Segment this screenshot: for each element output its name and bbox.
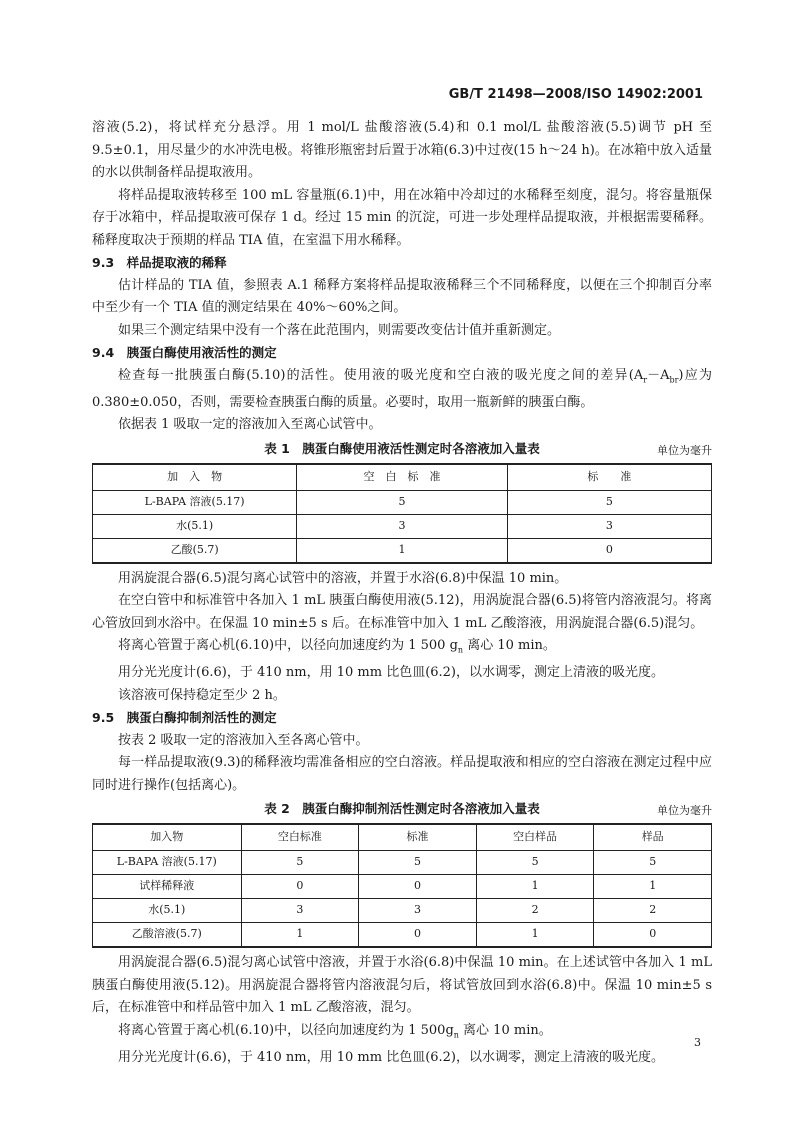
table-cell: 乙酸溶液(5.7) <box>93 923 242 948</box>
table-cell: 1 <box>297 538 507 563</box>
table-cell: 0 <box>594 923 712 948</box>
paragraph: 将样品提取液转移至 100 mL 容量瓶(6.1)中，用在冰箱中冷却过的水稀释至刻度，混匀。将容量瓶保存于冰箱中，样品提取液可保存 1 d。经过 15 min 的沉淀，可进一步处理样品提取液，并根据需要稀释。稀释度取决于预期的样品 TIA 值，在室温下用水稀释。 <box>92 187 712 248</box>
table-cell: 2 <box>476 899 594 923</box>
section-heading-9-3: 9.3 样品提取液的稀释 <box>92 255 227 270</box>
text-run: 将离心管置于离心机(6.10)中，以径向加速度约为 1 500g <box>118 1022 454 1038</box>
text-run: )应为 0.380±0.050，否则，需要检查胰蛋白酶的质量。必要时，取用一瓶新鲜的胰蛋白酶。 <box>92 367 712 410</box>
table-header-cell: 标准 <box>359 824 477 851</box>
paragraph: 用涡旋混合器(6.5)混匀离心试管中的溶液，并置于水浴(6.8)中保温 10 min。 <box>118 570 568 586</box>
table-header-row <box>93 464 712 491</box>
subscript: r <box>643 375 648 385</box>
table-cell: 1 <box>241 923 359 948</box>
paragraph: 用分光光度计(6.6)，于 410 nm，用 10 mm 比色皿(6.2)，以水调零，测定上清液的吸光度。 <box>118 665 665 681</box>
text-run: 离心 10 min。 <box>458 1022 552 1038</box>
table-header-cell: 空白标准 <box>241 824 359 851</box>
table1 <box>92 463 712 564</box>
table-cell: 5 <box>594 851 712 875</box>
table-cell: 5 <box>476 851 594 875</box>
table-cell: 5 <box>359 851 477 875</box>
text-run: 离心 10 min。 <box>463 638 556 654</box>
table2 <box>92 823 712 948</box>
table-row <box>93 851 712 875</box>
table-cell: 1 <box>594 875 712 899</box>
paragraph: 如果三个测定结果中没有一个落在此范围内，则需要改变估计值并重新测定。 <box>118 322 561 338</box>
table-cell: 水(5.1) <box>93 899 242 923</box>
section-heading-9-4: 9.4 胰蛋白酶使用液活性的测定 <box>92 345 277 360</box>
table-row <box>93 514 712 538</box>
table-row <box>93 538 712 563</box>
paragraph: 按表 2 吸取一定的溶液加入至各离心管中。 <box>118 732 369 748</box>
subscript: br <box>669 375 679 385</box>
table-row <box>93 490 712 514</box>
table-header-cell: 样品 <box>594 824 712 851</box>
subscript: n <box>457 645 464 655</box>
paragraph: 溶液(5.2)，将试样充分悬浮。用 1 mol/L 盐酸溶液(5.4)和 0.1 mol/L 盐酸溶液(5.5)调节 pH 至 9.5±0.1，用尽量少的水冲洗电极。将锥形瓶密封后置于冰箱(6.3)中过夜(15 h～24 h)。在冰箱中放入适量的水以供制备样品提取液用。 <box>92 120 712 180</box>
text-run: 将离心管置于离心机(6.10)中，以径向加速度约为 1 500 g <box>118 638 458 654</box>
table2-caption-row <box>92 797 712 821</box>
document-body <box>92 117 712 1069</box>
table-row <box>93 899 712 923</box>
table-header-cell: 加 入 物 <box>93 464 297 491</box>
text-run: －A <box>647 367 670 383</box>
table-row <box>93 923 712 948</box>
table-row <box>93 875 712 899</box>
table-header-cell: 加入物 <box>93 824 242 851</box>
table-cell: 5 <box>297 490 507 514</box>
table2-caption: 表 2 胰蛋白酶抑制剂活性测定时各溶液加入量表 <box>264 801 540 817</box>
table-header-cell: 空 白 标 准 <box>297 464 507 491</box>
table-cell: 试样稀释液 <box>93 875 242 899</box>
table-cell: 1 <box>476 875 594 899</box>
table-cell: 0 <box>241 875 359 899</box>
table-header-cell: 标 准 <box>507 464 711 491</box>
paragraph <box>92 365 712 415</box>
table2-unit: 单位为毫升 <box>657 804 712 818</box>
table-cell: 3 <box>507 514 711 538</box>
paragraph: 估计样品的 TIA 值，参照表 A.1 稀释方案将样品提取液稀释三个不同稀释度，以便在三个抑制百分率中至少有一个 TIA 值的测定结果在 40%～60%之间。 <box>92 277 712 315</box>
table-header-cell: 空白样品 <box>476 824 594 851</box>
paragraph: 每一样品提取液(9.3)的稀释液均需准备相应的空白溶液。样品提取液和相应的空白溶液在测定过程中应同时进行操作(包括离心)。 <box>92 755 712 793</box>
table-cell: 5 <box>507 490 711 514</box>
table-cell: 乙酸(5.7) <box>93 538 297 563</box>
page-number: 3 <box>694 1036 701 1049</box>
table-cell: 3 <box>359 899 477 923</box>
table1-caption-row <box>92 437 712 461</box>
paragraph <box>92 1020 712 1047</box>
table-cell: 3 <box>297 514 507 538</box>
paragraph: 用涡旋混合器(6.5)混匀离心试管中溶液，并置于水浴(6.8)中保温 10 min。在上述试管中各加入 1 mL 胰蛋白酶使用液(5.12)。用涡旋混合器将管内溶液混匀后，将试管放回到水浴(6.8)中。保温 10 min±5 s 后，在标准管中和样品管中加入 1 mL 乙酸溶液，混匀。 <box>92 955 712 1016</box>
table-cell: 1 <box>476 923 594 948</box>
table-cell: 0 <box>359 875 477 899</box>
standard-code-header: GB/T 21498—2008/ISO 14902:2001 <box>448 87 703 102</box>
subscript: n <box>453 1030 459 1040</box>
paragraph <box>92 635 712 662</box>
section-heading-9-5: 9.5 胰蛋白酶抑制剂活性的测定 <box>92 710 277 726</box>
paragraph: 用分光光度计(6.6)，于 410 nm，用 10 mm 比色皿(6.2)，以水调零，测定上清液的吸光度。 <box>118 1049 665 1065</box>
table-cell: 水(5.1) <box>93 514 297 538</box>
table1-unit: 单位为毫升 <box>657 443 712 457</box>
table-cell: 2 <box>594 899 712 923</box>
table-cell: 0 <box>359 923 477 948</box>
table-header-row <box>93 824 712 851</box>
table-cell: L-BAPA 溶液(5.17) <box>93 490 297 514</box>
paragraph: 在空白管中和标准管中各加入 1 mL 胰蛋白酶使用液(5.12)，用涡旋混合器(6.5)将管内溶液混匀。将离心管放回到水浴中。在保温 10 min±5 s 后。在标准管中加入 1 mL 乙酸溶液，用涡旋混合器(6.5)混匀。 <box>92 593 712 631</box>
table-cell: 0 <box>507 538 711 563</box>
table-cell: 5 <box>241 851 359 875</box>
text-run: 检查每一批胰蛋白酶(5.10)的活性。使用液的吸光度和空白液的吸光度之间的差异(A <box>118 367 644 383</box>
paragraph: 该溶液可保持稳定至少 2 h。 <box>118 687 286 703</box>
paragraph: 依据表 1 吸取一定的溶液加入至离心试管中。 <box>118 417 382 433</box>
table1-caption: 表 1 胰蛋白酶使用液活性测定时各溶液加入量表 <box>264 440 540 456</box>
table-cell: 3 <box>241 899 359 923</box>
table-cell: L-BAPA 溶液(5.17) <box>93 851 242 875</box>
